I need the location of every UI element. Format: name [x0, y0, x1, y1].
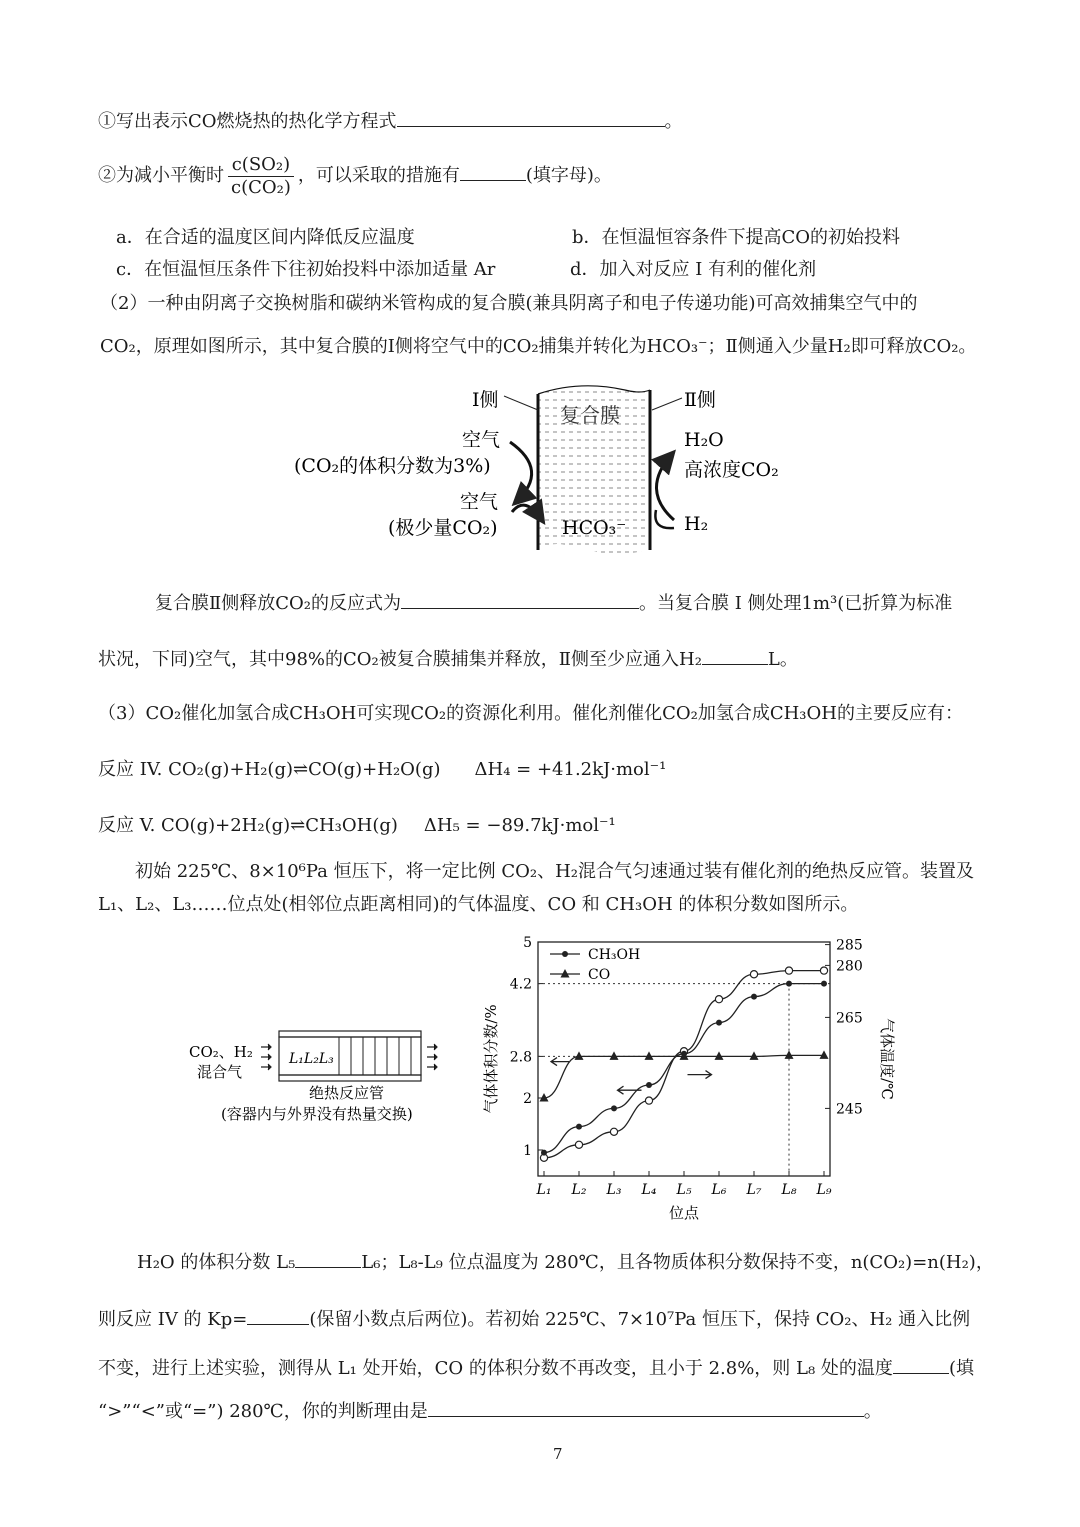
point-temperature	[786, 981, 792, 987]
point-CH₃OH	[785, 967, 792, 974]
volume-fraction-chart	[478, 922, 898, 1227]
q3-intro: （3）CO₂催化加氢合成CH₃OH可实现CO₂的资源化利用。催化剂催化CO₂加氢合成CH₃OH的主要反应有：	[98, 703, 963, 724]
co2-high-label: 高浓度CO₂	[684, 459, 779, 481]
h2o-label: H₂O	[684, 429, 724, 451]
membrane-label: 复合膜	[560, 403, 620, 427]
q2-line3: 复合膜Ⅱ侧释放CO₂的反应式为 。当复合膜 I 侧处理1m³(已折算为标准	[155, 590, 952, 616]
option-a: a．在合适的温度区间内降低反应温度	[116, 227, 415, 248]
point-CO	[750, 1051, 759, 1060]
left-tick-label: 2.8	[509, 1049, 532, 1066]
q3-para2: L₁、L₂、L₃……位点处(相邻位点距离相同)的气体温度、CO 和 CH₃OH 的体积分数如图所示。	[98, 894, 859, 915]
point-temperature	[681, 1051, 687, 1057]
gas-label-1: CO₂、H₂	[189, 1043, 253, 1061]
q3-para1: 初始 225℃、8×10⁶Pa 恒压下，将一定比例 CO₂、H₂混合气匀速通过装有催化剂的绝热反应管。装置及	[135, 861, 975, 882]
side1-label: Ⅰ侧	[472, 389, 499, 411]
gas-label-2: 混合气	[197, 1063, 243, 1081]
point-CO	[715, 1051, 724, 1060]
page-number: 7	[553, 1445, 563, 1463]
q2-line2: CO₂，原理如图所示，其中复合膜的Ⅰ侧将空气中的CO₂捕集并转化为HCO₃⁻；Ⅱ侧通入少量H₂即可释放CO₂。	[100, 336, 977, 357]
answer-blank[interactable]	[397, 108, 665, 127]
point-CH₃OH	[610, 1128, 617, 1135]
reaction-iv: 反应 IV. CO₂(g)+H₂(g)⇌CO(g)+H₂O(g) ΔH₄ = +41.2kJ·mol⁻¹	[98, 759, 667, 780]
answer-blank[interactable]	[893, 1355, 949, 1374]
right-tick-label: 280	[836, 958, 863, 975]
series-line-CO	[544, 1055, 824, 1098]
left-tick-label: 1	[523, 1143, 532, 1159]
fraction: $\frac{\text{c(SO₂)}}{\text{c(CO₂)}}$	[228, 154, 294, 199]
x-tick-label: L₆	[711, 1182, 727, 1198]
tube-caption: 绝热反应管	[309, 1084, 385, 1102]
q2-line4: 状况，下同)空气，其中98%的CO₂被复合膜捕集并释放，Ⅱ侧至少应通入H₂ L。	[98, 646, 798, 672]
point-temperature	[646, 1082, 652, 1088]
side2-label: Ⅱ侧	[684, 389, 716, 411]
point-CH₃OH	[715, 996, 722, 1003]
series-line-CH₃OH	[544, 971, 824, 1158]
h2-label: H₂	[684, 513, 709, 535]
point-temperature	[541, 1150, 547, 1156]
q3-question-3: 不变，进行上述实验，测得从 L₁ 处开始，CO 的体积分数不再改变，且小于 2.8%，则 L₈ 处的温度 (填	[98, 1355, 974, 1381]
reactor-apparatus	[185, 1025, 455, 1130]
hco3-label: HCO₃⁻	[562, 517, 627, 539]
point-CO	[785, 1050, 794, 1059]
air2-sub: (极少量CO₂)	[388, 517, 498, 539]
option-c: c．在恒温恒压条件下往初始投料中添加适量 Ar	[116, 259, 496, 280]
series-line-temperature	[544, 984, 824, 1153]
air2-label: 空气	[460, 491, 499, 513]
x-tick-label: L₅	[676, 1182, 692, 1198]
point-CH₃OH	[750, 971, 757, 978]
arrow-right-icon	[688, 1071, 712, 1079]
left-tick-label: 2	[523, 1091, 532, 1107]
point-CO	[575, 1051, 584, 1060]
point-CH₃OH	[820, 967, 827, 974]
outlet-arrows-icon	[427, 1044, 437, 1070]
option-b: b．在恒温恒容条件下提高CO的初始投料	[572, 227, 901, 248]
legend-label-co: CO	[588, 967, 611, 983]
x-tick-label: L₇	[746, 1182, 762, 1198]
point-temperature	[821, 981, 827, 987]
legend-marker-co	[561, 969, 570, 978]
inlet-arrows-icon	[261, 1044, 271, 1070]
point-CH₃OH	[575, 1141, 582, 1148]
q3-question-2: 则反应 IV 的 Kp= (保留小数点后两位)。若初始 225℃、7×10⁷Pa 恒压下，保持 CO₂、H₂ 通入比例	[98, 1306, 970, 1332]
point-CO	[645, 1051, 654, 1060]
q1-item1: ①写出表示CO燃烧热的热化学方程式 。	[98, 108, 683, 134]
point-CO	[820, 1050, 829, 1059]
membrane-diagram	[280, 380, 800, 560]
y-axis-label-right: 气体温度/℃	[878, 1018, 896, 1100]
q3-question-4: “>”“<”或“=”) 280℃，你的判断理由是 。	[98, 1398, 882, 1424]
reaction-v: 反应 V. CO(g)+2H₂(g)⇌CH₃OH(g) ΔH₅ = −89.7kJ·mol⁻¹	[98, 815, 616, 836]
answer-blank[interactable]	[401, 590, 639, 609]
left-tick-label: 5	[523, 935, 532, 951]
answer-blank[interactable]	[247, 1306, 309, 1325]
point-temperature	[576, 1124, 582, 1130]
left-tick-label: 4.2	[509, 976, 532, 993]
y-axis-label-left: 气体体积分数/%	[482, 1004, 500, 1114]
x-tick-label: L₁	[536, 1182, 552, 1198]
right-tick-label: 245	[836, 1101, 863, 1118]
x-tick-label: L₄	[641, 1182, 657, 1198]
x-tick-label: L₃	[606, 1182, 622, 1198]
tube-caption-2: (容器内与外界没有热量交换)	[221, 1105, 413, 1123]
answer-blank[interactable]	[702, 646, 768, 665]
point-temperature	[751, 994, 757, 1000]
right-tick-label: 285	[836, 937, 863, 954]
x-tick-label: L₉	[816, 1182, 832, 1198]
air1-label: 空气	[462, 429, 501, 451]
point-temperature	[611, 1105, 617, 1111]
x-tick-label: L₂	[571, 1182, 587, 1198]
option-d: d．加入对反应 I 有利的催化剂	[570, 259, 817, 280]
q3-question-1: H₂O 的体积分数 L₅ L₆；L₈-L₉ 位点温度为 280℃，且各物质体积分数保持不变，n(CO₂)=n(H₂)，	[137, 1249, 994, 1275]
point-CO	[610, 1051, 619, 1060]
legend-label-ch3oh: CH₃OH	[588, 947, 641, 963]
arrow-left-icon	[551, 1058, 569, 1066]
arrow-left-icon	[618, 1086, 642, 1094]
x-axis-label: 位点	[668, 1204, 700, 1222]
point-temperature	[716, 1020, 722, 1026]
right-tick-label: 265	[836, 1010, 863, 1027]
answer-blank[interactable]	[295, 1249, 361, 1268]
air1-sub: (CO₂的体积分数为3%)	[294, 455, 491, 477]
legend-marker-ch3oh	[562, 951, 568, 957]
point-CH₃OH	[645, 1097, 652, 1104]
answer-blank[interactable]	[460, 162, 526, 181]
q1-item2: ②为减小平衡时 $\frac{\text{c(SO₂)}}{\text{c(CO₂)}}$ ，可以采取的措施有 (填字母)。	[98, 153, 612, 198]
answer-blank[interactable]	[428, 1398, 864, 1417]
q2-line1: （2）一种由阴离子交换树脂和碳纳米管构成的复合膜(兼具阴离子和电子传递功能)可高效捕集空气中的	[100, 293, 918, 314]
x-tick-label: L₈	[781, 1182, 797, 1198]
tube-label: L₁L₂L₃	[289, 1051, 334, 1067]
